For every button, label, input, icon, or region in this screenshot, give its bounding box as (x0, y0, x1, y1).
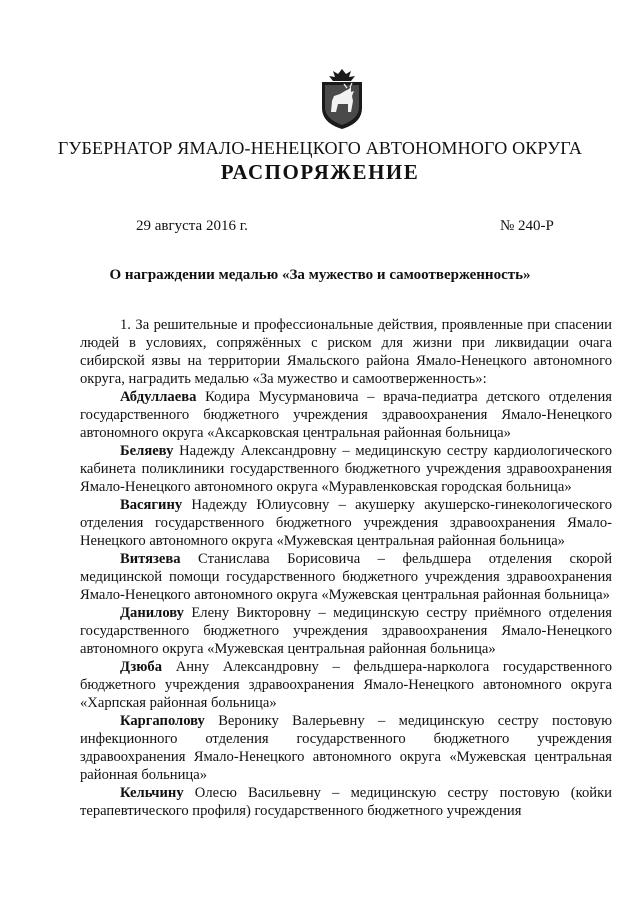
intro-paragraph: 1. За решительные и профессиональные действия, проявленные при спасении людей в условиях, сопряжённых с риском для жизни при ликвидации очага сибирской язвы на территории Ямальского района Ямало-Ненецкого автономного округа, наградить медалью «За мужество и самоотверженность»: (80, 317, 612, 387)
issuer-heading: ГУБЕРНАТОР ЯМАЛО-НЕНЕЦКОГО АВТОНОМНОГО ОКРУГА (57, 138, 583, 158)
awardee-paragraph (80, 442, 612, 496)
awardee-paragraph (80, 550, 612, 604)
document-date: 29 августа 2016 г. (136, 218, 248, 234)
awardee-surname: Данилову (120, 605, 184, 621)
awardee-surname: Васягину (120, 497, 183, 513)
awardee-paragraph (80, 712, 612, 784)
awardee-surname: Кельчину (120, 785, 184, 801)
awardee-details: Анну Александровну – фельдшера-нарколога государственного бюджетного учреждения здравоохранения Ямало-Ненецкого автономного округа «Харпская районная больница» (80, 659, 612, 711)
awardee-details: Елену Викторовну – медицинскую сестру приёмного отделения государственного бюджетного учреждения здравоохранения Ямало-Ненецкого автономного округа «Мужевская центральная районная больница» (80, 605, 612, 657)
awardee-paragraph (80, 604, 612, 658)
awardee-surname: Беляеву (120, 443, 174, 459)
awardee-details: Веронику Валерьевну – медицинскую сестру постовую инфекционного отделения государственного бюджетного учреждения здравоохранения Ямало-Ненецкого автономного округа «Мужевская центральная районная больница» (80, 713, 612, 783)
awardee-surname: Витязева (120, 551, 181, 567)
document-type-heading: РАСПОРЯЖЕНИЕ (220, 160, 420, 184)
document-body (80, 316, 612, 820)
awardee-surname: Абдуллаева (120, 389, 197, 405)
document-number: № 240-Р (500, 218, 554, 234)
awardee-paragraph (80, 658, 612, 712)
awardee-paragraph (80, 784, 612, 820)
awardee-paragraph (80, 388, 612, 442)
awardee-details: Надежду Юлиусовну – акушерку акушерско-гинекологического отделения государственного бюджетного учреждения здравоохранения Ямало-Ненецкого автономного округа «Мужевская центральная районная больница» (80, 497, 612, 549)
awardee-surname: Дзюба (120, 659, 163, 675)
awardee-surname: Каргаполову (120, 713, 205, 729)
document-title: О награждении медалью «За мужество и самоотверженность» (109, 267, 531, 283)
awardee-details: Кодира Мусурмановича – врача-педиатра детского отделения государственного бюджетного учреждения здравоохранения Ямало-Ненецкого автономного округа «Аксарковская центральная районная больница» (80, 389, 612, 441)
awardee-details: Надежду Александровну – медицинскую сестру кардиологического кабинета поликлиники государственного бюджетного учреждения здравоохранения Ямало-Ненецкого автономного округа «Муравленковская городская больница» (80, 443, 612, 495)
awardee-details: Олесю Васильевну – медицинскую сестру постовую (койки терапевтического профиля) государственного бюджетного учреждения (80, 785, 612, 819)
awardee-paragraph (80, 496, 612, 550)
coat-of-arms-emblem (318, 68, 366, 130)
awardee-details: Станислава Борисовича – фельдшера отделения скорой медицинской помощи государственного бюджетного учреждения здравоохранения Ямало-Ненецкого автономного округа «Мужевская центральная районная больница» (80, 551, 612, 603)
